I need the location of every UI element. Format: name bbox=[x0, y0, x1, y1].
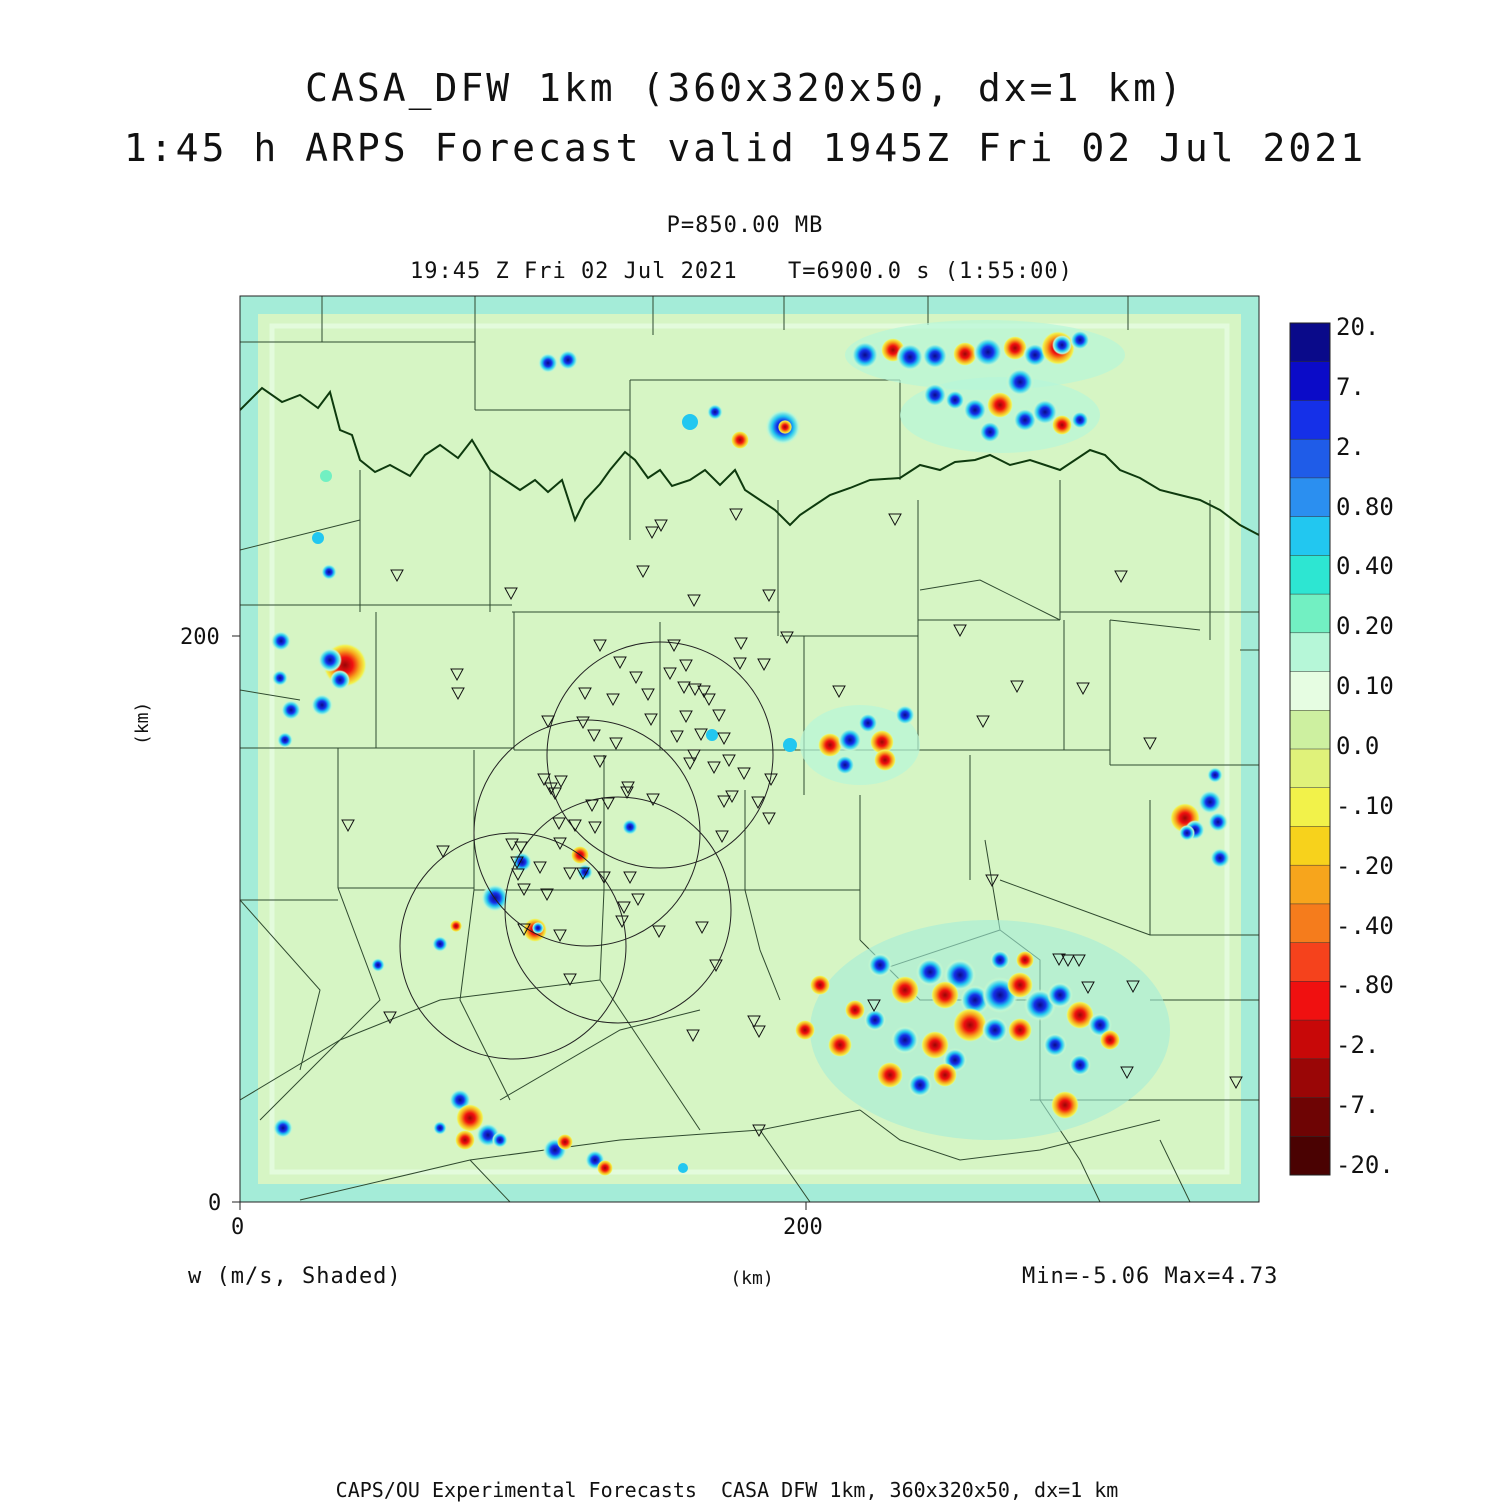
colorbar-swatch bbox=[1290, 1098, 1330, 1137]
colorbar-swatch bbox=[1290, 1059, 1330, 1098]
colorbar-swatch bbox=[1290, 1136, 1330, 1175]
colorbar-label: 0.20 bbox=[1336, 612, 1394, 641]
colorbar-swatch bbox=[1290, 904, 1330, 943]
colorbar-swatch bbox=[1290, 362, 1330, 401]
colorbar-swatch bbox=[1290, 943, 1330, 982]
title-line-1: CASA_DFW 1km (360x320x50, dx=1 km) bbox=[305, 66, 1185, 110]
y-axis-label: (km) bbox=[132, 701, 153, 745]
model-time: T=6900.0 s (1:55:00) bbox=[788, 259, 1073, 284]
colorbar-label: 0.40 bbox=[1336, 552, 1394, 581]
colorbar-label: -.10 bbox=[1336, 791, 1394, 820]
field-label: w (m/s, Shaded) bbox=[188, 1264, 402, 1289]
colorbar-label: 0.10 bbox=[1336, 672, 1394, 701]
y-tick-0: 0 bbox=[208, 1191, 222, 1216]
y-tick-200: 200 bbox=[180, 625, 220, 650]
colorbar-label: -7. bbox=[1336, 1091, 1380, 1120]
colorbar-label: 0.0 bbox=[1336, 732, 1380, 760]
colorbar-swatch bbox=[1290, 788, 1330, 827]
x-axis-label: (km) bbox=[730, 1268, 774, 1289]
x-tick-0: 0 bbox=[231, 1215, 245, 1240]
colorbar-label: -20. bbox=[1336, 1151, 1394, 1179]
colorbar-swatch bbox=[1290, 710, 1330, 749]
colorbar-swatch bbox=[1290, 594, 1330, 633]
min-max-readout: Min=-5.06 Max=4.73 bbox=[1022, 1264, 1279, 1289]
colorbar-swatch bbox=[1290, 517, 1330, 556]
colorbar-label: -2. bbox=[1336, 1031, 1380, 1060]
colorbar-label: -.80 bbox=[1336, 971, 1394, 1000]
colorbar-label: -.40 bbox=[1336, 911, 1394, 940]
colorbar-label: 0.80 bbox=[1336, 492, 1394, 521]
colorbar-swatch bbox=[1290, 478, 1330, 517]
pressure-level: P=850.00 MB bbox=[666, 213, 824, 238]
colorbar-swatch bbox=[1290, 439, 1330, 478]
colorbar-label: 20. bbox=[1336, 313, 1380, 341]
colorbar-swatch bbox=[1290, 633, 1330, 672]
colorbar-label: 7. bbox=[1336, 372, 1365, 401]
colorbar-swatch bbox=[1290, 400, 1330, 439]
colorbar-label: -.20 bbox=[1336, 851, 1394, 880]
colorbar bbox=[1290, 323, 1330, 1176]
colorbar-swatch bbox=[1290, 323, 1330, 362]
x-tick-200: 200 bbox=[783, 1215, 823, 1240]
colorbar-swatch bbox=[1290, 981, 1330, 1020]
colorbar-label: 2. bbox=[1336, 432, 1365, 461]
colorbar-swatch bbox=[1290, 865, 1330, 904]
colorbar-swatch bbox=[1290, 555, 1330, 594]
colorbar-swatch bbox=[1290, 826, 1330, 865]
footer-credit: CAPS/OU Experimental Forecasts CASA DFW 1km, 360x320x50, dx=1 km bbox=[335, 1478, 1119, 1502]
colorbar-swatch bbox=[1290, 749, 1330, 788]
colorbar-swatch bbox=[1290, 672, 1330, 711]
title-line-2: 1:45 h ARPS Forecast valid 1945Z Fri 02 Jul 2021 bbox=[123, 126, 1367, 170]
colorbar-swatch bbox=[1290, 1020, 1330, 1059]
valid-time: 19:45 Z Fri 02 Jul 2021 bbox=[410, 259, 738, 284]
